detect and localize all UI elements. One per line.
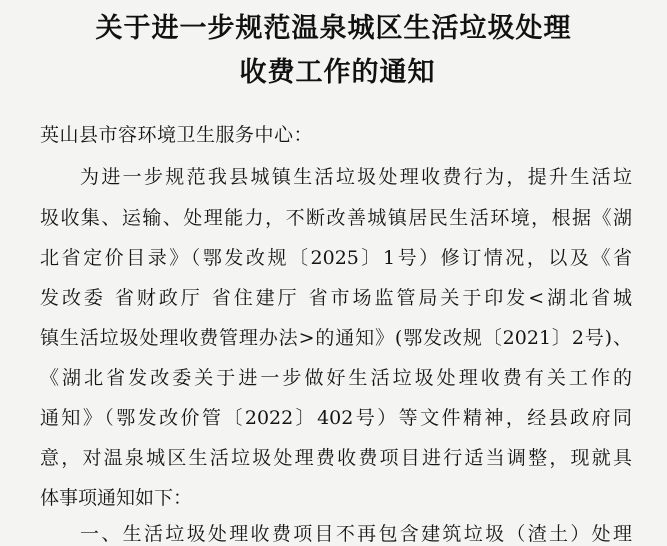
document-title-line-2: 收费工作的通知	[239, 57, 436, 88]
body-line: 一、生活垃圾处理收费项目不再包含建筑垃圾（渣土）处理	[80, 523, 632, 545]
body-line: 镇生活垃圾处理收费管理办法>的通知》(鄂发改规〔2021〕2号)、	[40, 327, 632, 349]
body-line: 为进一步规范我县城镇生活垃圾处理收费行为，提升生活垃	[80, 166, 632, 188]
body-line: 发改委 省财政厅 省住建厅 省市场监管局关于印发<湖北省城	[40, 287, 632, 309]
document-title-line-1: 关于进一步规范温泉城区生活垃圾处理	[95, 13, 572, 44]
body-line: 《湖北省发改委关于进一步做好生活垃圾处理收费有关工作的	[40, 367, 632, 389]
body-line: 北省定价目录》（鄂发改规〔2025〕1号）修订情况，以及《省	[40, 247, 632, 269]
salutation: 英山县市容环境卫生服务中心：	[40, 124, 314, 146]
body-line: 意，对温泉城区生活垃圾处理费收费项目进行适当调整，现就具	[40, 447, 632, 469]
body-line: 圾收集、运输、处理能力，不断改善城镇居民生活环境，根据《湖	[40, 207, 632, 229]
body-line: 体事项通知如下：	[40, 487, 193, 509]
body-line: 通知》（鄂发改价管〔2022〕402号）等文件精神，经县政府同	[40, 407, 632, 429]
